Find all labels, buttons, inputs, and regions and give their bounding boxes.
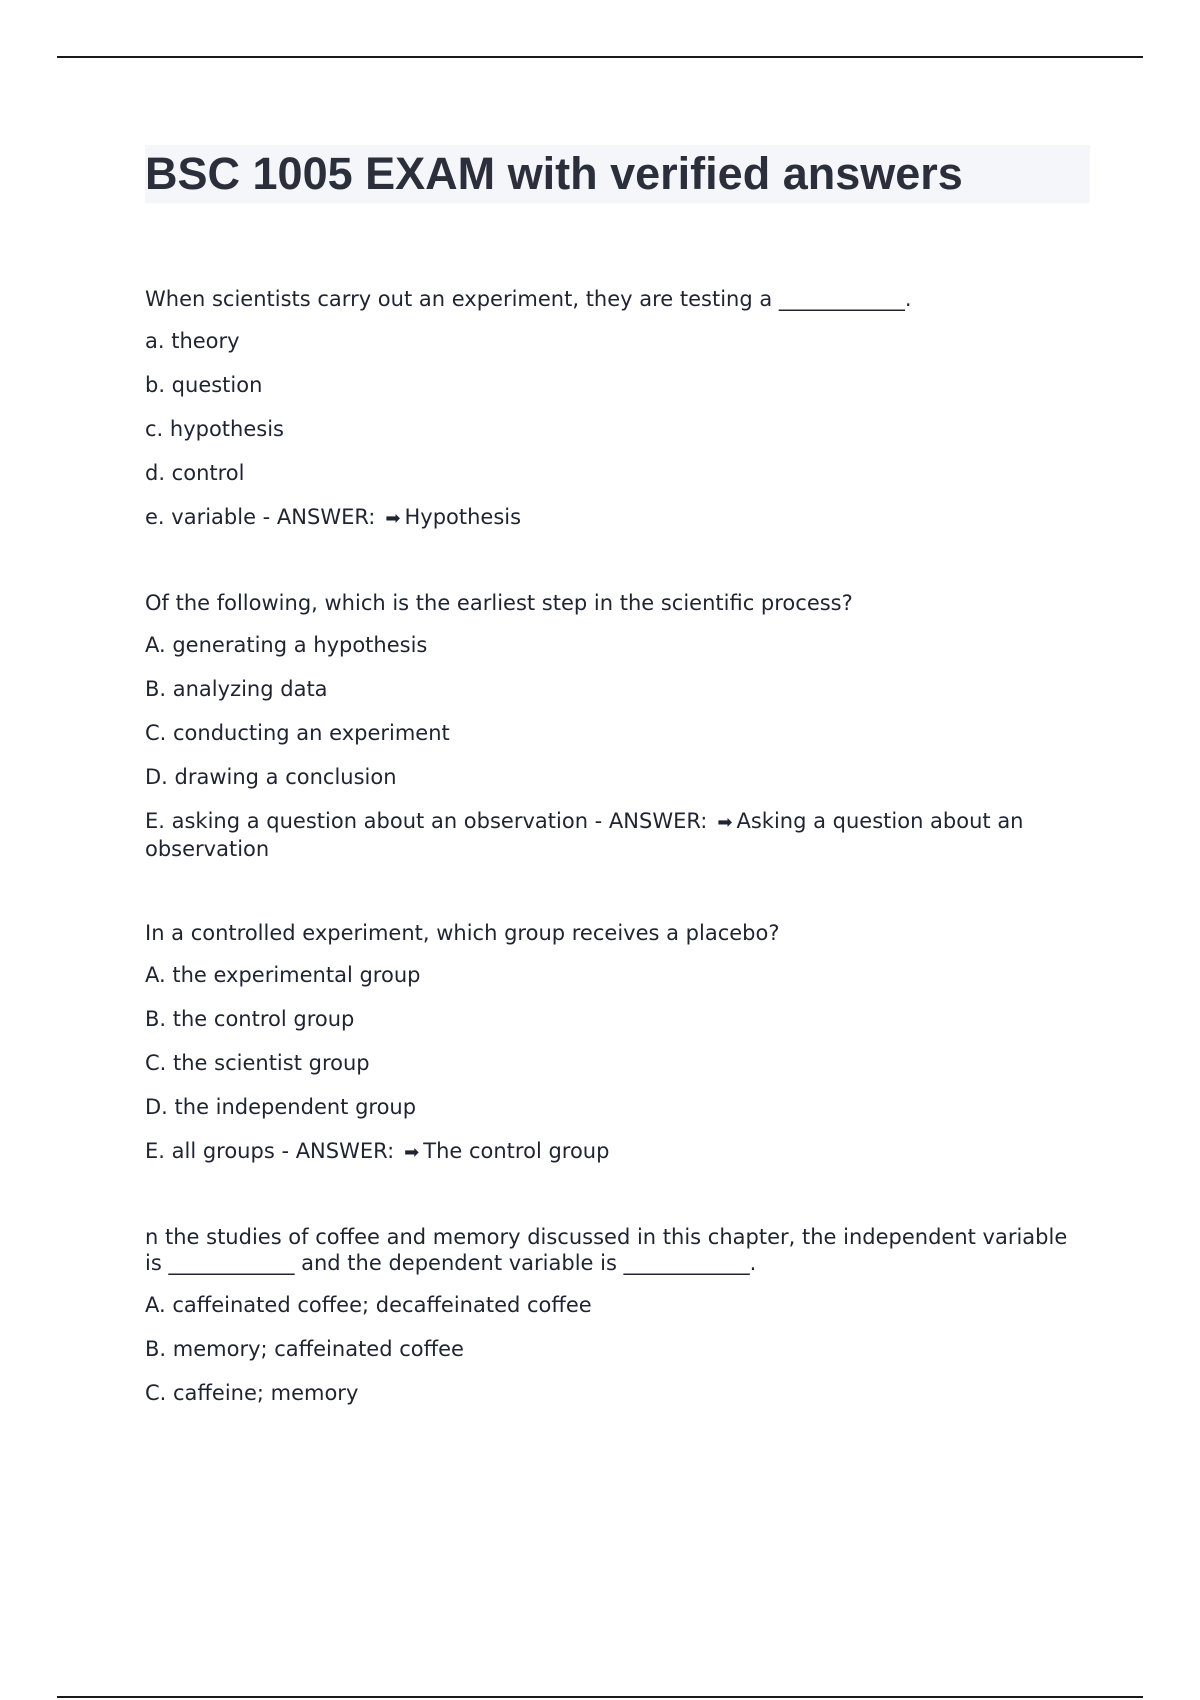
option: b. question	[145, 373, 263, 397]
option: C. caffeine; memory	[145, 1381, 359, 1405]
question-text: Of the following, which is the earliest step in the scientific process?	[145, 591, 853, 615]
right-arrow-icon: ➡	[385, 508, 401, 529]
option: B. the control group	[145, 1007, 355, 1031]
option: C. the scientist group	[145, 1051, 370, 1075]
option-label: E. asking a question about an observation - ANSWER:	[145, 809, 708, 833]
answer-text: Hypothesis	[404, 505, 522, 529]
option: A. the experimental group	[145, 963, 421, 987]
option: d. control	[145, 461, 245, 485]
right-arrow-icon: ➡	[404, 1142, 420, 1163]
option: A. generating a hypothesis	[145, 633, 428, 657]
option: A. caffeinated coffee; decaffeinated coffee	[145, 1293, 592, 1317]
answer-text: Asking a question about an observation	[145, 809, 1024, 861]
question-list	[145, 286, 1090, 1406]
document-content	[145, 145, 1090, 1406]
question-text: n the studies of coffee and memory discussed in this chapter, the independent variable is ____________ and the dependent variable is ____________.	[145, 1225, 1068, 1275]
question-3	[145, 920, 1090, 1166]
option-label: E. all groups - ANSWER:	[145, 1139, 395, 1163]
option-with-answer	[145, 808, 1090, 862]
option: a. theory	[145, 329, 240, 353]
top-rule	[57, 56, 1143, 58]
question-1	[145, 286, 1090, 532]
right-arrow-icon: ➡	[717, 812, 733, 833]
option: C. conducting an experiment	[145, 721, 450, 745]
option: c. hypothesis	[145, 417, 284, 441]
option: D. drawing a conclusion	[145, 765, 397, 789]
option-with-answer	[145, 1138, 1090, 1166]
option-with-answer	[145, 504, 1090, 532]
page-title: BSC 1005 EXAM with verified answers	[145, 148, 963, 199]
title-band	[145, 145, 1090, 203]
option: B. analyzing data	[145, 677, 328, 701]
answer-text: The control group	[423, 1139, 610, 1163]
option: B. memory; caffeinated coffee	[145, 1337, 464, 1361]
question-2	[145, 590, 1090, 862]
option: D. the independent group	[145, 1095, 417, 1119]
question-4	[145, 1224, 1090, 1406]
option-label: e. variable - ANSWER:	[145, 505, 376, 529]
bottom-rule	[57, 1696, 1143, 1698]
question-text: In a controlled experiment, which group receives a placebo?	[145, 921, 780, 945]
question-text: When scientists carry out an experiment, they are testing a ____________.	[145, 287, 912, 311]
